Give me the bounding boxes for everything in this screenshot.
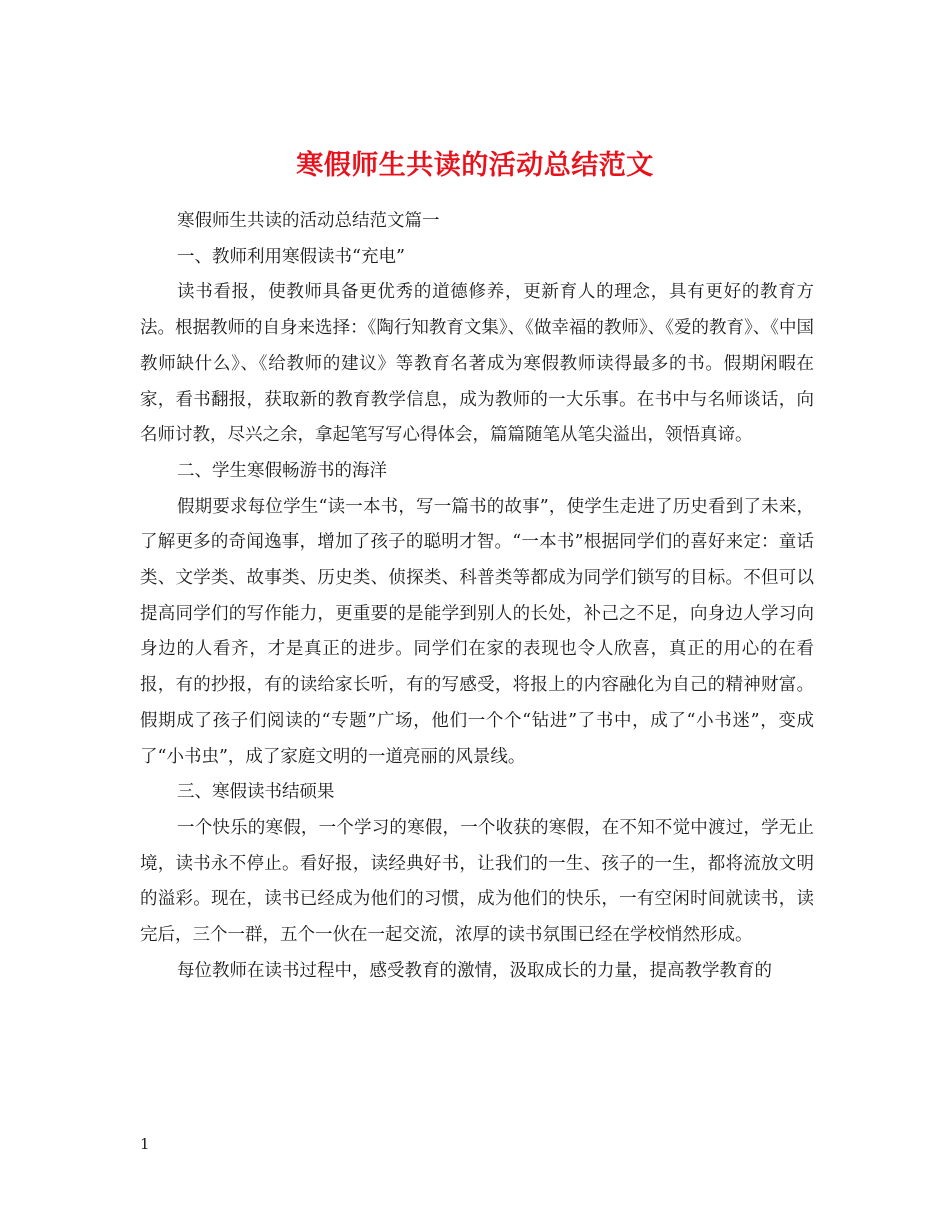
section-heading-main: 寒假师生共读的活动总结范文篇一 — [177, 211, 440, 231]
section-heading-3: 三、寒假读书结硕果 — [177, 782, 335, 803]
page-number: 1 — [140, 1135, 150, 1153]
body-paragraph-2: 假期要求每位学生“读一本书，写一篇书的故事”，使学生走进了历史看到了未来，了解更多的奇闻逸事，增加了孩子的聪明才智。“一本书”根据同学们的喜好来定：童话类、文学类、故事类、历史类、侦探类、科普类等都成为同学们锁写的目标。不但可以提高同学们的写作能力，更重要的是能学到别人的长处，补己之不足，向身边人学习向身边的人看齐，才是真正的进步。同学们在家的表现也令人欣喜，真正的用心的在看报，有的抄报，有的读给家长听，有的写感受，将报上的内容融化为自己的精神财富。假期成了孩子们阅读的“专题”广场，他们一个个“钻进”了书中，成了“小书迷”，变成了“小书虫”，成了家庭文明的一道亮丽的风景线。 — [140, 496, 814, 767]
section-heading-1: 一、教师利用寒假读书“充电” — [177, 246, 405, 267]
document-body — [140, 204, 814, 989]
section-heading-2: 二、学生寒假畅游书的海洋 — [177, 460, 387, 481]
body-paragraph-3: 一个快乐的寒假，一个学习的寒假，一个收获的寒假，在不知不觉中渡过，学无止境，读书永不停止。看好报，读经典好书，让我们的一生、孩子的一生，都将流放文明的溢彩。现在，读书已经成为他们的习惯，成为他们的快乐，一有空闲时间就读书，读完后，三个一群，五个一伙在一起交流，浓厚的读书氛围已经在学校悄然形成。 — [140, 817, 814, 946]
body-paragraph-4: 每位教师在读书过程中，感受教育的激情，汲取成长的力量，提高教学教育的 — [177, 960, 772, 981]
body-paragraph-1: 读书看报，使教师具备更优秀的道德修养，更新育人的理念，具有更好的教育方法。根据教师的自身来选择：《陶行知教育文集》、《做幸福的教师》、《爱的教育》、《中国教师缺什么》、《给教师的建议》等教育名著成为寒假教师读得最多的书。假期闲暇在家，看书翻报，获取新的教育教学信息，成为教师的一大乐事。在书中与名师谈话，向名师讨教，尽兴之余，拿起笔写写心得体会，篇篇随笔从笔尖溢出，领悟真谛。 — [140, 282, 814, 446]
document-title: 寒假师生共读的活动总结范文 — [296, 150, 654, 182]
